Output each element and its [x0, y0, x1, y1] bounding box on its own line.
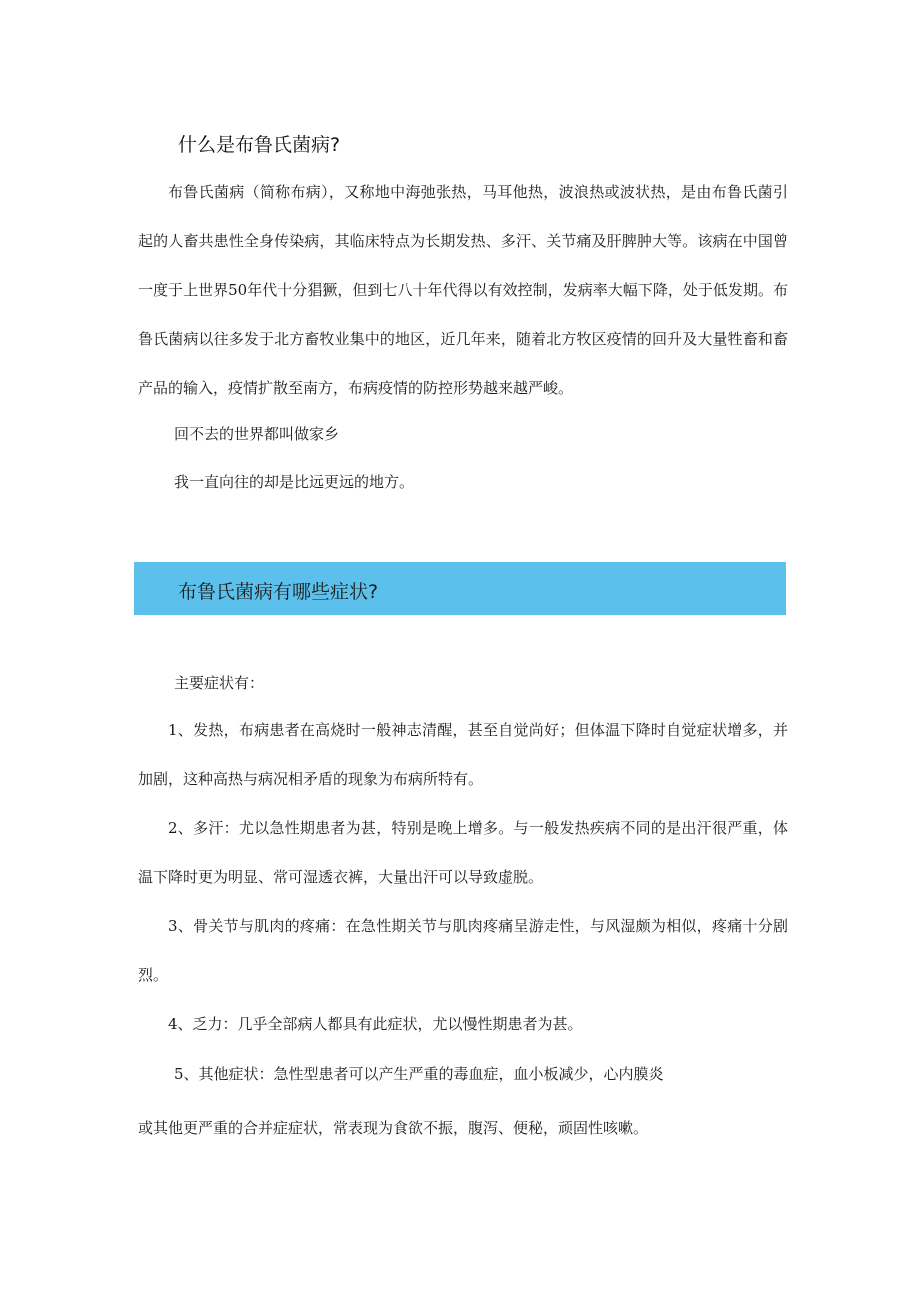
symptom-item-5-line-1: 5、其他症状：急性型患者可以产生严重的毒血症，血小板减少，心内膜炎: [174, 1065, 664, 1083]
section-title-symptoms: 布鲁氏菌病有哪些症状?: [178, 581, 379, 603]
intro-paragraph: 布鲁氏菌病（简称布病），又称地中海弛张热，马耳他热，波浪热或波状热，是由布鲁氏菌引起的人畜共患性全身传染病，其临床特点为长期发热、多汗、关节痛及肝脾肿大等。该病在中国曾一度于上世界50年代十分猖獗，但到七八十年代得以有效控制，发病率大幅下降，处于低发期。布鲁氏菌病以往多发于北方畜牧业集中的地区，近几年来，随着北方牧区疫情的回升及大量牲畜和畜产品的输入，疫情扩散至南方，布病疫情的防控形势越来越严峻。: [138, 183, 788, 397]
symptom-item-5-line-2: 或其他更严重的合并症症状，常表现为食欲不振，腹泻、便秘，顽固性咳嗽。: [138, 1119, 649, 1137]
symptom-item-1: 1、发热，布病患者在高烧时一般神志清醒，甚至自觉尚好；但体温下降时自觉症状增多，并加剧，这种高热与病况相矛盾的现象为布病所特有。: [138, 721, 788, 788]
symptom-item-3: 3、骨关节与肌肉的疼痛：在急性期关节与肌肉疼痛呈游走性，与风湿颇为相似，疼痛十分剧烈。: [138, 917, 788, 984]
symptom-item-2: 2、多汗：尤以急性期患者为甚，特别是晚上增多。与一般发热疾病不同的是出汗很严重，体温下降时更为明显、常可湿透衣裤，大量出汗可以导致虚脱。: [138, 819, 788, 886]
symptoms-lead: 主要症状有：: [174, 674, 265, 692]
quote-line-1: 回不去的世界都叫做家乡: [174, 425, 340, 443]
symptom-item-4: 4、乏力：几乎全部病人都具有此症状，尤以慢性期患者为甚。: [168, 1015, 583, 1033]
quote-line-2: 我一直向往的却是比远更远的地方。: [174, 473, 415, 491]
section-banner: [134, 562, 786, 615]
section-title-what-is-brucellosis: 什么是布鲁氏菌病?: [178, 134, 341, 156]
